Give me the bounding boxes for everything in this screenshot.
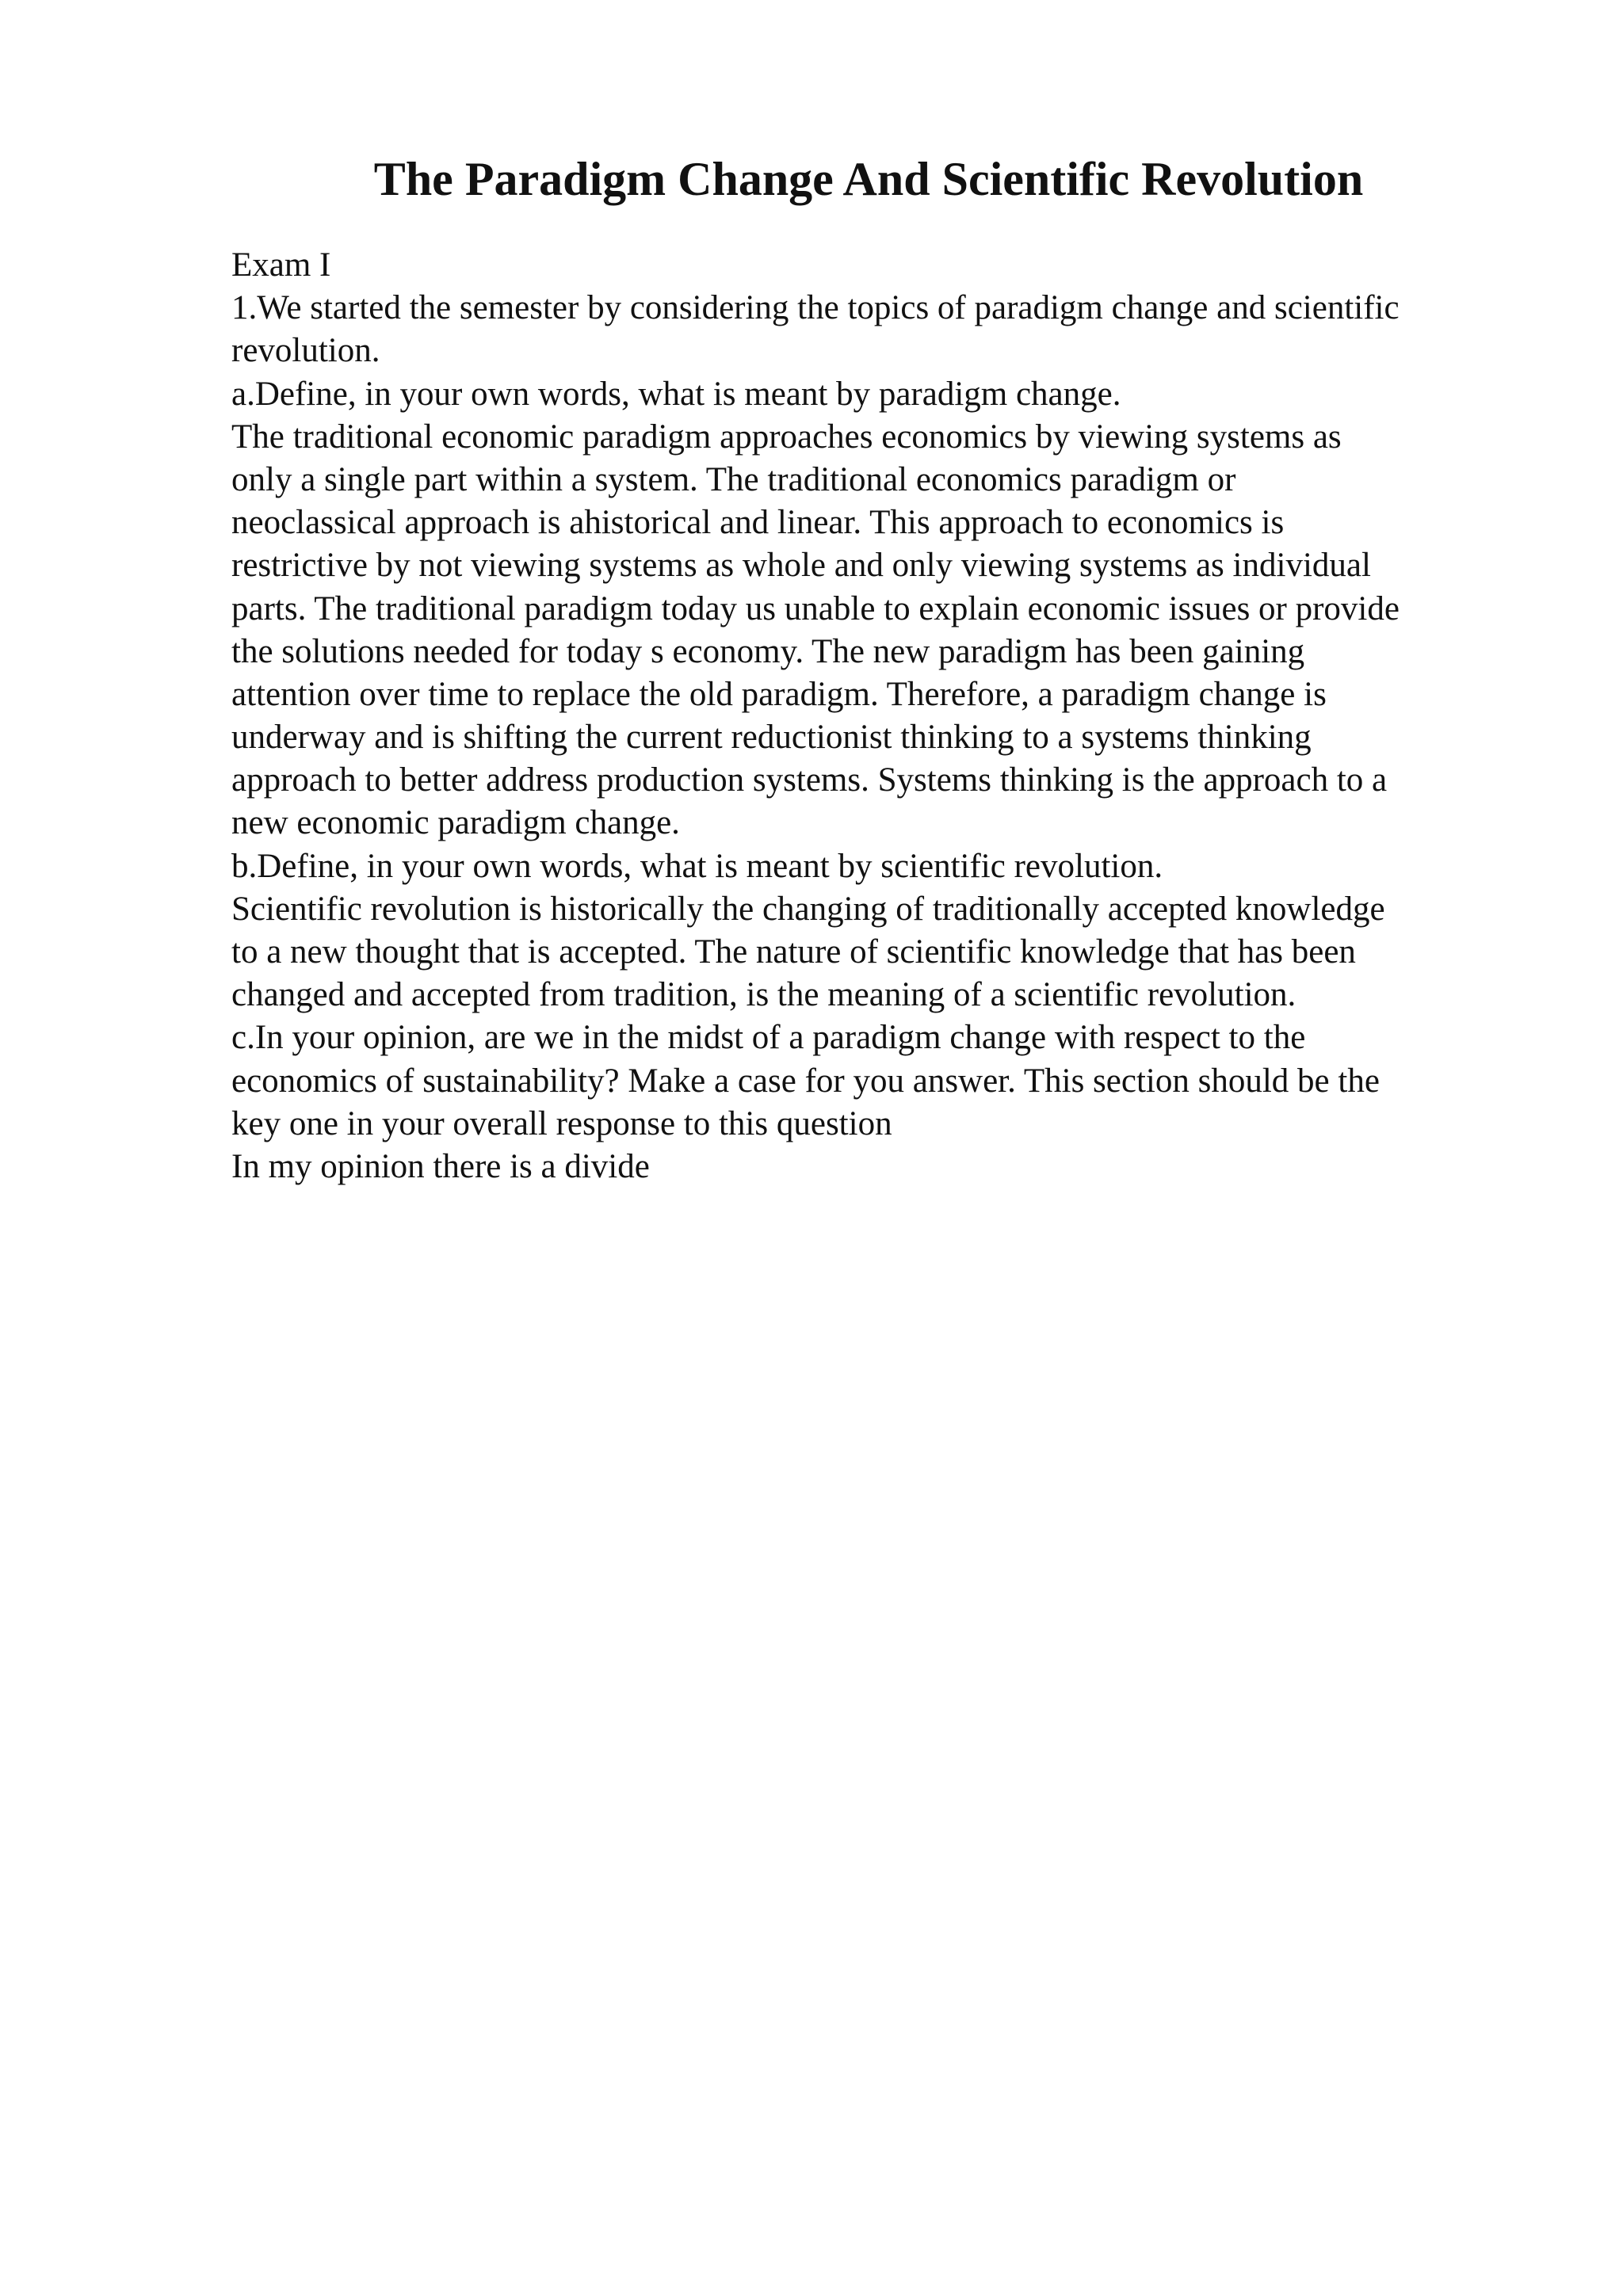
answer-1a-line-7: attention over time to replace the old paradigm. Therefore, a paradigm change is (231, 675, 1327, 713)
question-1b-prompt: b.Define, in your own words, what is meant by scientific revolution. (231, 847, 1163, 885)
question-1c-prompt-line-2: economics of sustainability? Make a case for you answer. This section should be the (231, 1062, 1380, 1100)
answer-1a-line-2: only a single part within a system. The traditional economics paradigm or (231, 460, 1236, 498)
document-body (231, 244, 1579, 1188)
exam-label: Exam I (231, 246, 331, 284)
answer-1a-line-9: approach to better address production systems. Systems thinking is the approach to a (231, 761, 1388, 799)
answer-1a-line-10: new economic paradigm change. (231, 804, 680, 842)
answer-1b-line-2: to a new thought that is accepted. The nature of scientific knowledge that has been (231, 933, 1356, 971)
question-1-line-2: revolution. (231, 332, 380, 370)
answer-1a-line-1: The traditional economic paradigm approaches economics by viewing systems as (231, 418, 1342, 456)
answer-1b-line-3: changed and accepted from tradition, is the meaning of a scientific revolution. (231, 976, 1296, 1014)
answer-1c-line-1: In my opinion there is a divide (231, 1147, 650, 1185)
question-1-line-1: 1.We started the semester by considering the topics of paradigm change and scientific (231, 289, 1400, 327)
answer-1b-line-1: Scientific revolution is historically the changing of traditionally accepted knowledge (231, 890, 1385, 928)
question-1c-prompt-line-3: key one in your overall response to this question (231, 1104, 892, 1142)
answer-1a-line-5: parts. The traditional paradigm today us unable to explain economic issues or provide (231, 589, 1400, 627)
question-1a-prompt: a.Define, in your own words, what is meant by paradigm change. (231, 375, 1121, 413)
question-1c-prompt-line-1: c.In your opinion, are we in the midst of a paradigm change with respect to the (231, 1019, 1306, 1057)
answer-1a-line-6: the solutions needed for today s economy. The new paradigm has been gaining (231, 632, 1305, 670)
answer-1a-line-4: restrictive by not viewing systems as whole and only viewing systems as individual (231, 547, 1371, 585)
document-title: The Paradigm Change And Scientific Revolution (373, 153, 1364, 205)
answer-1a-line-3: neoclassical approach is ahistorical and linear. This approach to economics is (231, 504, 1285, 542)
answer-1a-line-8: underway and is shifting the current reductionist thinking to a systems thinking (231, 719, 1312, 757)
